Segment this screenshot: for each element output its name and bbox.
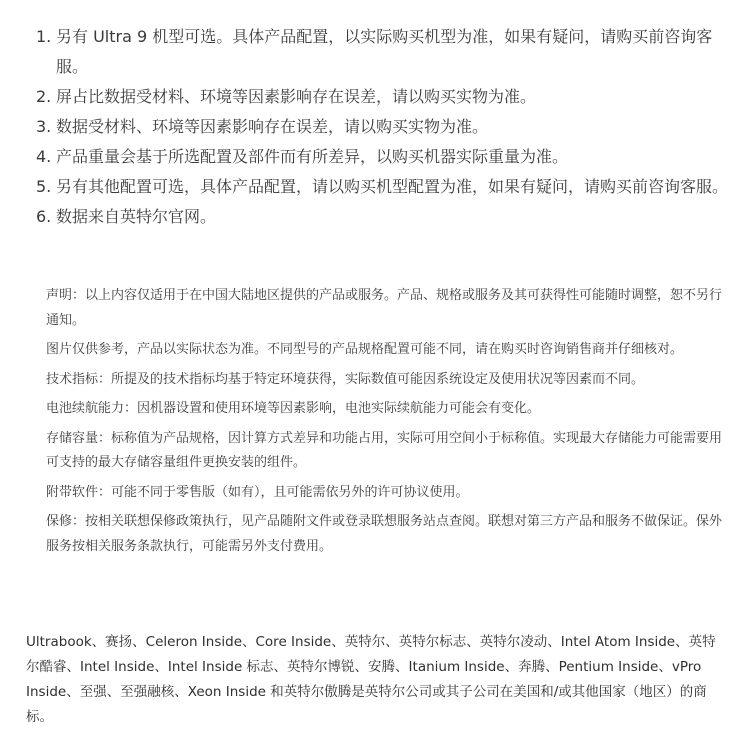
notes-list (36, 22, 736, 232)
note-text: 屏占比数据受材料、环境等因素影响存在误差，请以购买实物为准。 (56, 87, 537, 106)
note-text: 另有其他配置可选，具体产品配置，请以购买机型配置为准，如果有疑问，请购买前咨询客服。 (56, 177, 729, 196)
trademark-notice: Ultrabook、赛扬、Celeron Inside、Core Inside、英特尔、英特尔标志、英特尔凌动、Intel Atom Inside、英特尔酷睿、Intel Inside、Intel Inside 标志、英特尔博锐、安腾、Itanium Inside、奔腾、Pentium Inside、vPro Inside、至强、至强融核、Xeon Inside 和英特尔傲腾是英特尔公司或其子公司在美国和/或其他国家（地区）的商标。 (26, 634, 716, 725)
declaration-tech-specs: 技术指标：所提及的技术指标均基于特定环境获得，实际数值可能因系统设定及使用状况等因素而不同。 (46, 371, 645, 387)
note-text: 产品重量会基于所选配置及部件而有所差异，以购买机器实际重量为准。 (56, 147, 569, 166)
note-text: 数据来自英特尔官网。 (56, 207, 217, 226)
declaration-statement: 声明：以上内容仅适用于在中国大陆地区提供的产品或服务。产品、规格或服务及其可获得性可能随时调整，恕不另行通知。 (46, 288, 723, 328)
note-number: 4. (36, 147, 52, 166)
note-number: 2. (36, 87, 52, 106)
note-number: 3. (36, 117, 52, 136)
note-text: 另有 Ultra 9 机型可选。具体产品配置，以实际购买机型为准，如果有疑问，请购买前咨询客服。 (56, 27, 713, 76)
note-item (36, 142, 736, 172)
note-item (36, 112, 736, 142)
declaration-storage: 存储容量：标称值为产品规格，因计算方式差异和功能占用，实际可用空间小于标称值。实现最大存储能力可能需要用可支持的最大存储容量组件更换安装的组件。 (46, 430, 723, 470)
note-item (36, 22, 736, 82)
note-item (36, 82, 736, 112)
note-text: 数据受材料、环境等因素影响存在误差，请以购买实物为准。 (56, 117, 489, 136)
note-number: 5. (36, 177, 52, 196)
declaration-software: 附带软件：可能不同于零售版（如有），且可能需依另外的许可协议使用。 (46, 484, 469, 500)
declaration-battery: 电池续航能力：因机器设置和使用环境等因素影响，电池实际续航能力可能会有变化。 (46, 401, 541, 416)
note-number: 1. (36, 27, 52, 46)
note-item (36, 202, 736, 232)
note-item (36, 172, 736, 202)
note-number: 6. (36, 207, 52, 226)
declaration-image-note: 图片仅供参考，产品以实际状态为准。不同型号的产品规格配置可能不同，请在购买时咨询销售商并仔细核对。 (46, 342, 684, 357)
declaration-section (46, 284, 729, 564)
declaration-warranty: 保修：按相关联想保修政策执行，见产品随附文件或登录联想服务站点查阅。联想对第三方产品和服务不做保证。保外服务按相关服务条款执行，可能需另外支付费用。 (46, 514, 723, 554)
